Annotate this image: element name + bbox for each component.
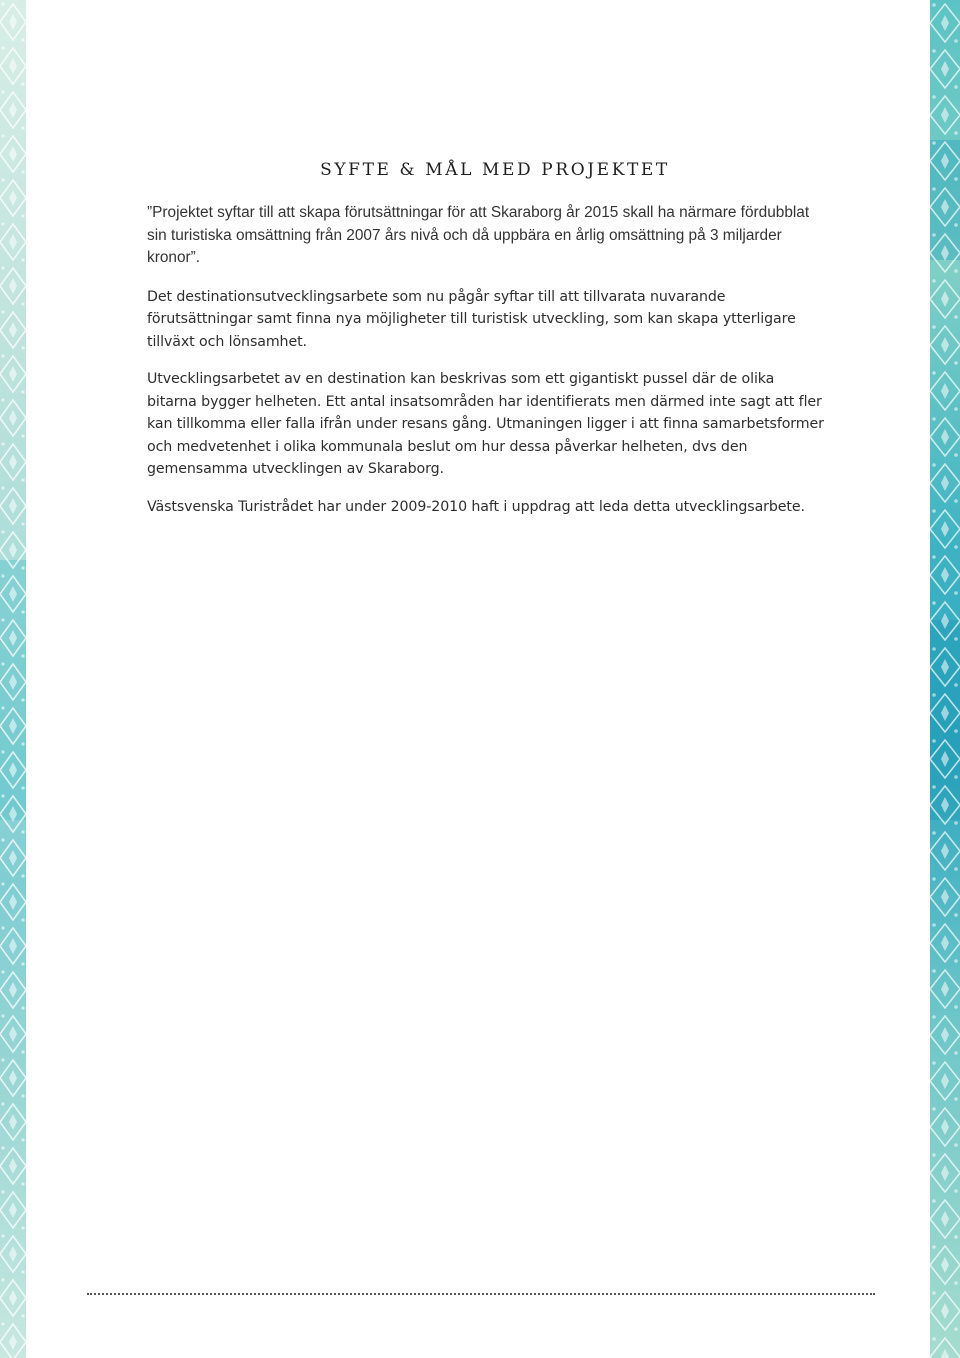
main-content bbox=[147, 160, 827, 533]
paragraph-puzzle: Utvecklingsarbetet av en destination kan beskrivas som ett gigantiskt pussel där de olika bitarna bygger helheten. Ett antal insatsområden har identifierats men därmed inte sagt att fler kan tillkomma eller falla ifrån under resans gång. Utmaningen ligger i att finna samarbetsformer och medvetenhet i olika kommunala beslut om hur dessa påverkar helheten, dvs den gemensamma utvecklingen av Skaraborg. bbox=[147, 371, 824, 477]
footer-dotted-divider bbox=[87, 1293, 875, 1295]
paragraph-destination-work: Det destinationsutvecklingsarbete som nu pågår syftar till att tillvarata nuvarande förutsättningar samt finna nya möjligheter till turistisk utveckling, som kan skapa ytterligare tillväxt och lönsamhet. bbox=[147, 288, 796, 350]
paragraph-tourist-board: Västsvenska Turistrådet har under 2009-2010 haft i uppdrag att leda detta utvecklingsarbete. bbox=[147, 498, 805, 515]
left-decorative-border bbox=[0, 0, 26, 1358]
right-decorative-border bbox=[930, 0, 960, 1358]
project-goal-quote: ”Projektet syftar till att skapa förutsättningar för att Skaraborg år 2015 skall ha närmare fördubblat sin turistiska omsättning från 2007 års nivå och då uppbära en årlig omsättning på 3 miljarder kronor”. bbox=[147, 204, 810, 266]
section-title: SYFTE & MÅL MED PROJEKTET bbox=[320, 160, 670, 180]
